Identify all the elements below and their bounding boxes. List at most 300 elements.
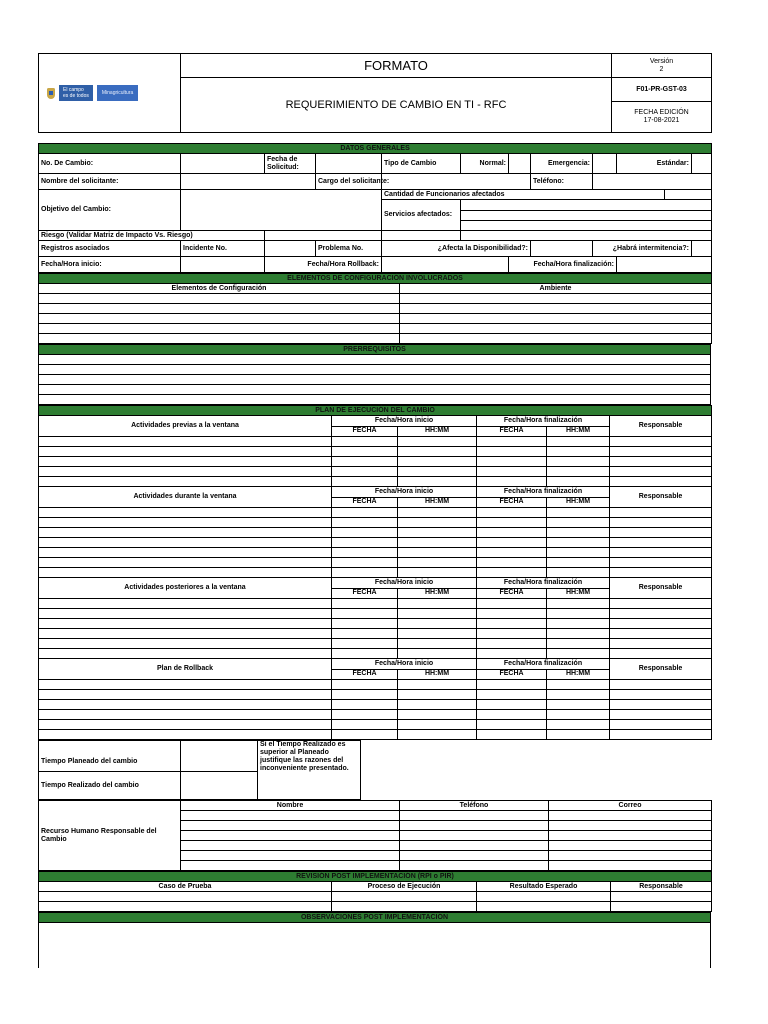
section-general: DATOS GENERALES (39, 144, 712, 154)
plan-cell[interactable] (547, 720, 610, 730)
plan-activity-row (39, 690, 712, 700)
label-start-datetime: Fecha/Hora inicio: (39, 257, 181, 273)
plan-cell[interactable] (332, 619, 398, 629)
label-request-date: Fecha de Solicitud: (265, 154, 316, 174)
hr-phone-field[interactable] (400, 811, 549, 821)
plan-cell[interactable] (547, 710, 610, 720)
form-subtitle: REQUERIMIENTO DE CAMBIO EN TI - RFC (181, 78, 612, 133)
label-pir-responsible: Responsable (611, 882, 712, 892)
affected-services-field-2[interactable] (461, 211, 712, 221)
plan-cell[interactable] (332, 457, 398, 467)
availability-field[interactable] (531, 241, 593, 257)
plan-cell[interactable] (547, 467, 610, 477)
plan-cell[interactable] (398, 619, 477, 629)
label-expected: Resultado Esperado (477, 882, 611, 892)
plan-cell[interactable] (477, 680, 547, 690)
plan-cell[interactable] (547, 518, 610, 528)
plan-cell[interactable] (547, 690, 610, 700)
section-obs: OBSERVACIONES POST IMPLEMENTACIÓN (39, 913, 711, 923)
hr-name-field[interactable] (181, 831, 400, 841)
plan-cell[interactable] (332, 710, 398, 720)
plan-activity-row (39, 710, 712, 720)
pir-cell[interactable] (332, 902, 477, 912)
plan-cell[interactable] (398, 599, 477, 609)
label-hr-phone: Teléfono (400, 801, 549, 811)
plan-cell[interactable] (610, 457, 712, 467)
plan-cell[interactable] (610, 639, 712, 649)
plan-cell[interactable] (39, 680, 332, 690)
plan-cell[interactable] (332, 518, 398, 528)
hr-phone-field[interactable] (400, 841, 549, 851)
requester-name-field[interactable] (181, 174, 316, 190)
label-end-date: FECHA (477, 588, 547, 599)
hr-email-field[interactable] (549, 851, 712, 861)
plan-cell[interactable] (398, 690, 477, 700)
label-end-time: HH:MM (547, 497, 610, 508)
plan-cell[interactable] (332, 558, 398, 568)
label-plan-end: Fecha/Hora finalización (477, 659, 610, 670)
prereq-table (38, 344, 711, 405)
pir-row[interactable] (39, 892, 332, 902)
section-pir: REVISIÓN POST IMPLEMENTACIÓN (RPI o PIR) (39, 872, 712, 882)
plan-cell[interactable] (39, 710, 332, 720)
label-rollback-datetime: Fecha/Hora Rollback: (265, 257, 382, 273)
plan-cell[interactable] (477, 720, 547, 730)
plan-cell[interactable] (610, 528, 712, 538)
plan-cell[interactable] (477, 437, 547, 447)
label-plan-start: Fecha/Hora inicio (332, 659, 477, 670)
plan-cell[interactable] (547, 649, 610, 659)
label-plan-start: Fecha/Hora inicio (332, 487, 477, 498)
plan-cell[interactable] (477, 548, 547, 558)
plan-cell[interactable] (610, 720, 712, 730)
plan-block-title: Actividades posteriores a la ventana (39, 578, 332, 599)
plan-cell[interactable] (332, 477, 398, 487)
plan-cell[interactable] (547, 568, 610, 578)
plan-cell[interactable] (332, 720, 398, 730)
plan-activity-row (39, 447, 712, 457)
plan-cell[interactable] (332, 528, 398, 538)
plan-activity-row (39, 558, 712, 568)
hr-table (38, 800, 712, 871)
plan-activity-row (39, 467, 712, 477)
plan-activity-row (39, 599, 712, 609)
plan-cell[interactable] (610, 730, 712, 740)
pir-cell[interactable] (332, 892, 477, 902)
plan-activity-row (39, 619, 712, 629)
affected-staff-field[interactable] (665, 190, 712, 200)
label-start-time: HH:MM (398, 669, 477, 680)
plan-cell[interactable] (610, 700, 712, 710)
plan-cell[interactable] (547, 457, 610, 467)
hr-phone-field[interactable] (400, 851, 549, 861)
label-end-time: HH:MM (547, 669, 610, 680)
plan-cell[interactable] (332, 700, 398, 710)
label-affected-services: Servicios afectados: (382, 200, 461, 231)
plan-cell[interactable] (610, 518, 712, 528)
section-plan: PLAN DE EJECUCIÓN DEL CAMBIO (39, 406, 712, 416)
logo-band: El campo es de todos (59, 85, 93, 101)
plan-cell[interactable] (39, 609, 332, 619)
plan-cell[interactable] (477, 457, 547, 467)
plan-cell[interactable] (610, 619, 712, 629)
plan-cell[interactable] (39, 528, 332, 538)
plan-activity-row (39, 639, 712, 649)
requester-role-field[interactable] (382, 174, 531, 190)
plan-cell[interactable] (39, 690, 332, 700)
plan-cell[interactable] (547, 639, 610, 649)
plan-cell[interactable] (610, 599, 712, 609)
plan-cell[interactable] (477, 558, 547, 568)
hr-phone-field[interactable] (400, 821, 549, 831)
label-incident-no: Incidente No. (181, 241, 265, 257)
label-emergency: Emergencia: (531, 154, 593, 174)
hr-name-field[interactable] (181, 821, 400, 831)
label-change-type: Tipo de Cambio (382, 154, 461, 174)
plan-cell[interactable] (332, 467, 398, 477)
plan-cell[interactable] (332, 599, 398, 609)
label-phone: Teléfono: (531, 174, 593, 190)
normal-field[interactable] (509, 154, 531, 174)
request-date-field[interactable] (316, 154, 382, 174)
emergency-field[interactable] (593, 154, 617, 174)
pir-cell[interactable] (611, 892, 712, 902)
label-plan-start: Fecha/Hora inicio (332, 578, 477, 589)
plan-cell[interactable] (39, 437, 332, 447)
hr-name-field[interactable] (181, 861, 400, 871)
plan-cell[interactable] (477, 508, 547, 518)
obs-field[interactable] (39, 923, 711, 969)
prereq-row[interactable] (39, 385, 711, 395)
plan-cell[interactable] (547, 558, 610, 568)
plan-cell[interactable] (398, 700, 477, 710)
plan-cell[interactable] (398, 457, 477, 467)
plan-cell[interactable] (398, 437, 477, 447)
label-availability: ¿Afecta la Disponibilidad?: (382, 241, 531, 257)
plan-cell[interactable] (477, 730, 547, 740)
plan-cell[interactable] (477, 447, 547, 457)
plan-cell[interactable] (332, 680, 398, 690)
plan-activity-row (39, 457, 712, 467)
hr-email-field[interactable] (549, 861, 712, 871)
plan-cell[interactable] (477, 518, 547, 528)
plan-cell[interactable] (610, 538, 712, 548)
plan-cell[interactable] (477, 477, 547, 487)
hr-email-field[interactable] (549, 821, 712, 831)
plan-cell[interactable] (398, 538, 477, 548)
label-plan-end: Fecha/Hora finalización (477, 487, 610, 498)
obs-table (38, 912, 711, 968)
plan-cell[interactable] (610, 629, 712, 639)
label-hr-email: Correo (549, 801, 712, 811)
plan-cell[interactable] (398, 720, 477, 730)
plan-cell[interactable] (477, 528, 547, 538)
plan-cell[interactable] (547, 629, 610, 639)
plan-cell[interactable] (547, 477, 610, 487)
plan-cell[interactable] (547, 538, 610, 548)
phone-field[interactable] (593, 174, 712, 190)
end-datetime-field[interactable] (617, 257, 712, 273)
plan-cell[interactable] (398, 680, 477, 690)
logo-cell (39, 54, 181, 133)
plan-cell[interactable] (477, 467, 547, 477)
plan-cell[interactable] (398, 518, 477, 528)
plan-cell[interactable] (332, 508, 398, 518)
prereq-row[interactable] (39, 375, 711, 385)
label-time-planned: Tiempo Planeado del cambio (39, 754, 181, 772)
hr-name-field[interactable] (181, 811, 400, 821)
hr-email-field[interactable] (549, 831, 712, 841)
plan-cell[interactable] (547, 700, 610, 710)
label-plan-responsible: Responsable (610, 416, 712, 437)
label-environment: Ambiente (400, 284, 712, 294)
section-prereq: PRERREQUISITOS (39, 345, 711, 355)
label-normal: Normal: (461, 154, 509, 174)
plan-activity-row (39, 508, 712, 518)
pir-cell[interactable] (477, 892, 611, 902)
rollback-datetime-field[interactable] (382, 257, 509, 273)
plan-cell[interactable] (477, 649, 547, 659)
config-row-3[interactable] (39, 314, 400, 324)
plan-cell[interactable] (477, 710, 547, 720)
plan-cell[interactable] (547, 528, 610, 538)
plan-cell[interactable] (39, 558, 332, 568)
plan-cell[interactable] (398, 558, 477, 568)
label-end-date: FECHA (477, 497, 547, 508)
env-row-5[interactable] (400, 334, 712, 344)
plan-cell[interactable] (610, 508, 712, 518)
plan-cell[interactable] (398, 508, 477, 518)
plan-cell[interactable] (547, 619, 610, 629)
form-code: F01-PR-GST-03 (612, 78, 712, 102)
objective-field[interactable] (181, 190, 382, 231)
edition-cell: FECHA EDICIÓN 17-08-2021 (612, 102, 712, 133)
plan-block-title: Actividades previas a la ventana (39, 416, 332, 437)
plan-activity-row (39, 629, 712, 639)
incident-no-field[interactable] (265, 241, 316, 257)
risk-extra-2[interactable] (461, 231, 712, 241)
label-plan-responsible: Responsable (610, 659, 712, 680)
plan-cell[interactable] (398, 639, 477, 649)
plan-cell[interactable] (610, 609, 712, 619)
time-actual-field[interactable] (181, 772, 258, 800)
config-row-5[interactable] (39, 334, 400, 344)
plan-cell[interactable] (610, 548, 712, 558)
start-datetime-field[interactable] (181, 257, 265, 273)
form-header (38, 53, 712, 133)
affected-services-field-3[interactable] (461, 221, 712, 231)
time-planned-field[interactable] (181, 754, 258, 772)
label-plan-end: Fecha/Hora finalización (477, 416, 610, 427)
label-intermittence: ¿Habrá intermitencia?: (593, 241, 692, 257)
label-hr: Recurso Humano Responsable del Cambio (39, 801, 181, 871)
plan-cell[interactable] (332, 730, 398, 740)
label-risk: Riesgo (Validar Matriz de Impacto Vs. Riesgo) (39, 231, 265, 241)
plan-cell[interactable] (610, 690, 712, 700)
plan-cell[interactable] (39, 639, 332, 649)
plan-cell[interactable] (332, 649, 398, 659)
plan-activity-row (39, 437, 712, 447)
plan-cell[interactable] (547, 680, 610, 690)
plan-table (38, 405, 712, 740)
time-note: Si el Tiempo Realizado es superior al Planeado justifique las razones del inconveniente presentado. (258, 741, 361, 800)
plan-cell[interactable] (547, 447, 610, 457)
plan-cell[interactable] (610, 710, 712, 720)
plan-cell[interactable] (477, 538, 547, 548)
label-change-no: No. De Cambio: (39, 154, 181, 174)
plan-cell[interactable] (610, 558, 712, 568)
plan-cell[interactable] (610, 467, 712, 477)
label-start-date: FECHA (332, 669, 398, 680)
hr-name-field[interactable] (181, 851, 400, 861)
plan-cell[interactable] (398, 548, 477, 558)
hr-name-field[interactable] (181, 841, 400, 851)
prereq-row[interactable] (39, 395, 711, 405)
plan-cell[interactable] (610, 568, 712, 578)
plan-cell[interactable] (332, 568, 398, 578)
config-items-table (38, 273, 712, 344)
plan-cell[interactable] (398, 730, 477, 740)
plan-activity-row (39, 538, 712, 548)
label-end-time: HH:MM (547, 588, 610, 599)
label-associated-records: Registros asociados (39, 241, 181, 257)
pir-table (38, 871, 712, 912)
plan-cell[interactable] (39, 599, 332, 609)
prereq-row[interactable] (39, 365, 711, 375)
plan-block-title: Plan de Rollback (39, 659, 332, 680)
plan-activity-row (39, 518, 712, 528)
plan-cell[interactable] (39, 467, 332, 477)
plan-activity-row (39, 730, 712, 740)
affected-services-field-1[interactable] (461, 200, 712, 211)
general-data-table (38, 143, 712, 273)
pir-row[interactable] (39, 902, 332, 912)
plan-cell[interactable] (332, 609, 398, 619)
plan-cell[interactable] (610, 649, 712, 659)
label-end-date: FECHA (477, 426, 547, 437)
plan-cell[interactable] (332, 538, 398, 548)
label-start-time: HH:MM (398, 588, 477, 599)
plan-cell[interactable] (610, 437, 712, 447)
change-no-field[interactable] (181, 154, 265, 174)
plan-cell[interactable] (332, 437, 398, 447)
env-row-4[interactable] (400, 324, 712, 334)
plan-cell[interactable] (477, 609, 547, 619)
plan-cell[interactable] (39, 649, 332, 659)
plan-cell[interactable] (547, 548, 610, 558)
risk-field[interactable] (265, 231, 382, 241)
hr-email-field[interactable] (549, 811, 712, 821)
plan-cell[interactable] (39, 619, 332, 629)
pir-cell[interactable] (611, 902, 712, 912)
plan-cell[interactable] (477, 619, 547, 629)
label-plan-responsible: Responsable (610, 578, 712, 599)
label-hr-name: Nombre (181, 801, 400, 811)
plan-cell[interactable] (398, 609, 477, 619)
plan-cell[interactable] (398, 477, 477, 487)
plan-cell[interactable] (477, 700, 547, 710)
plan-activity-row (39, 609, 712, 619)
plan-cell[interactable] (332, 629, 398, 639)
config-row-2[interactable] (39, 304, 400, 314)
plan-cell[interactable] (398, 467, 477, 477)
intermittence-field[interactable] (692, 241, 712, 257)
plan-cell[interactable] (39, 477, 332, 487)
standard-field[interactable] (692, 154, 712, 174)
plan-cell[interactable] (477, 639, 547, 649)
plan-cell[interactable] (332, 690, 398, 700)
plan-cell[interactable] (332, 447, 398, 457)
config-row-1[interactable] (39, 294, 400, 304)
plan-cell[interactable] (39, 548, 332, 558)
plan-cell[interactable] (39, 447, 332, 457)
plan-cell[interactable] (332, 639, 398, 649)
label-plan-responsible: Responsable (610, 487, 712, 508)
plan-cell[interactable] (477, 599, 547, 609)
plan-cell[interactable] (547, 508, 610, 518)
label-requester-role: Cargo del solicitante: (316, 174, 382, 190)
plan-cell[interactable] (398, 710, 477, 720)
plan-cell[interactable] (547, 599, 610, 609)
hr-phone-field[interactable] (400, 831, 549, 841)
plan-cell[interactable] (547, 437, 610, 447)
plan-cell[interactable] (477, 690, 547, 700)
hr-email-field[interactable] (549, 841, 712, 851)
plan-activity-row (39, 649, 712, 659)
time-table (38, 740, 712, 800)
label-procedure: Proceso de Ejecución (332, 882, 477, 892)
plan-cell[interactable] (398, 528, 477, 538)
env-row-1[interactable] (400, 294, 712, 304)
plan-cell[interactable] (610, 477, 712, 487)
prereq-row[interactable] (39, 355, 711, 365)
plan-cell[interactable] (39, 508, 332, 518)
plan-cell[interactable] (477, 568, 547, 578)
plan-cell[interactable] (547, 609, 610, 619)
plan-cell[interactable] (332, 548, 398, 558)
coat-of-arms-icon (47, 88, 55, 99)
env-row-3[interactable] (400, 314, 712, 324)
plan-cell[interactable] (547, 730, 610, 740)
plan-cell[interactable] (39, 700, 332, 710)
plan-cell[interactable] (398, 568, 477, 578)
form-title: FORMATO (181, 54, 612, 78)
plan-cell[interactable] (39, 730, 332, 740)
plan-cell[interactable] (477, 629, 547, 639)
label-standard: Estándar: (617, 154, 692, 174)
plan-cell[interactable] (398, 447, 477, 457)
plan-cell[interactable] (398, 629, 477, 639)
plan-cell[interactable] (39, 720, 332, 730)
plan-cell[interactable] (39, 518, 332, 528)
plan-cell[interactable] (39, 457, 332, 467)
plan-cell[interactable] (610, 447, 712, 457)
risk-extra-1[interactable] (382, 231, 461, 241)
hr-phone-field[interactable] (400, 861, 549, 871)
label-start-date: FECHA (332, 426, 398, 437)
plan-activity-row (39, 680, 712, 690)
plan-cell[interactable] (398, 649, 477, 659)
env-row-2[interactable] (400, 304, 712, 314)
config-row-4[interactable] (39, 324, 400, 334)
plan-cell[interactable] (39, 568, 332, 578)
plan-cell[interactable] (610, 680, 712, 690)
plan-cell[interactable] (39, 629, 332, 639)
pir-cell[interactable] (477, 902, 611, 912)
plan-cell[interactable] (39, 538, 332, 548)
label-end-date: FECHA (477, 669, 547, 680)
plan-activity-row (39, 548, 712, 558)
